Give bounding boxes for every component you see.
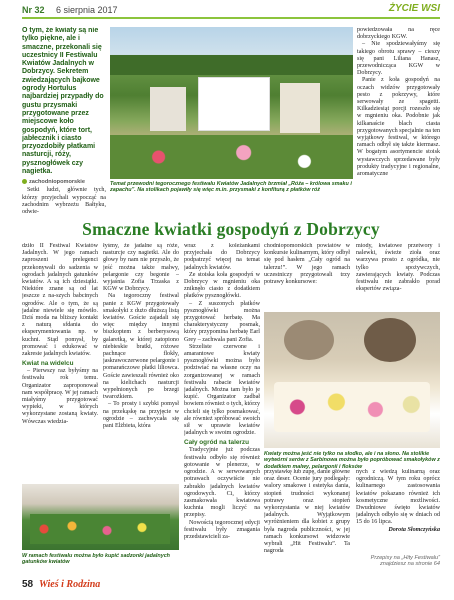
paragraph: miody, kwiatowe przetwory i nalewki, świeże zioła oraz warzywa prosto z ogródka, nie tylko spożywczych, zawierających kwiaty. Podczas festiwalu nie zabrakło porad ekspertów związa- [356,243,440,293]
page-number: 58 [22,579,34,590]
bottom-right-column [356,469,440,549]
paragraph: chodniopomorskich powiatów w konkursie kulinarnym, który odbył się pod hasłem „Cały ogród na talerzu!”. W jego ramach uczestniczy przygotowali trzy potrawy konkursowe: [264,243,350,286]
paragraph: Na tegoroczny festiwal panie z KGW przygotowały smakołyki z dużo dłuższą listą kwiatów. Goście zajadali się więc między innymi biszkoptem z berberysową galaretką, w której zatopiono niebieskie bratki, różowe pachnące flokły, jaskrawoczerwone pelargonie i pomarańczowe płatki liliowca. Goście zawieszali również oko na kielichach nasturcji wypełnionych po brzegi twarożkiem. [103,293,179,401]
seedlings-photo [22,484,179,550]
page-header [0,0,454,20]
bottom-middle-column [264,469,350,579]
intro-column [22,27,106,217]
column-5 [356,243,440,309]
author-name: Dorota Słomczyńska [388,526,440,533]
paragraph: Panie z koła gospodyń na oczach widzów przygotowały pesto z pokrzywy, które serwowały ze spagetti. Kilkadziesiąt porcji rozeszło się w mgnieniu oka. Podobnie jak kilkanaście blach ciasta przygotowanych specjalnie na ten wyjątkowy festiwal, w którego ramach odbył się także kiermasz. W bogatym asortymencie stoisk wystawczych sprzedawane były produkty tradycyjne i regionalne, aromatyczne [357,77,440,178]
paragraph: – To prosty i szybki pomysł na przekąskę na przyjęcie w ogrodzie – zachwycała się pani Elżbieta, która [103,401,179,430]
column-4 [264,243,350,309]
paragraph: Tradycyjnie już podczas festiwalu odbyło się również gotowanie w plenerze, w ogrodzie. A w serwowanych potrawach oczywiście nie zabrakło jadalnych kwiatów ogrodowych. Ci, którzy zasmakowała kwiatowa kuchnia mogli liczyć na przepisy. [184,447,260,519]
bottom-photo-caption: W ramach festiwalu można było kupić sadzonki jadalnych gatunków kwiatów [22,553,170,566]
top-right-column [357,27,440,217]
middle-photo-caption: Kwiaty można jeść nie tylko na słodko, ale i na słono. Na stolikie wytwórni serów z Sarbinowa można było popróbować smakołyków z dodatkiem malwy, pelargonii i floksów [264,451,440,470]
article-lead: O tym, że kwiaty są nie tylko piękne, ale i smaczne, przekonali się uczestnicy II Festiwalu Kwiatów Jadalnych w Dobrzycy. Sekretem zwiedzających bajkowe ogrody Hortulus najbardziej przypadły do gustu przysmaki przygotowane przez miejscowe koło gospodyń, które tort, jabłecznik i ciasto przyozdobiły płatkami nasturcji, róży, pysznogłówek czy nagietka. [22,27,104,176]
column-3 [184,243,260,583]
paragraph: Strzeliste czerwone i amarantowe kwiaty pysznogłówki można było podziwiać na własne oczy na zorganizowanej w ramach festiwalu rabacie kwiatów jadalnych. Można tam było je kupić. Organizator zadbał bowiem również o tych, którzy chcieli się tylko posmakować, ale również spróbować swoich sił w uprawie kwiatów jadalnych w swoim ogrodzie. [184,343,260,437]
paragraph: łyśmy, że jadalne są róże, nasturcje czy nagietki. Ale do głowy by nam nie przyszło, że jeść można także malwy, pelargonie czy begonie – wyjaśnia Zofia Trzaska z KGW w Dobrzycy. [103,243,179,293]
issue-number: Nr 32 [22,5,45,15]
top-photo-caption: Temat przewodni tegorocznego festiwalu Kwiatów Jadalnych brzmiał „Róża – królowa smaku i zapachu”. Na stolikach pojawiły się więc m.in. przysmaki z konfiturą z płatków róż [110,181,352,194]
subheading: Kwiat na widelcu [22,360,74,368]
header-rule [22,17,440,19]
subheading: Cały ogród na talerzu [184,439,249,447]
headline: Smaczne kwiatki gospodyń z Dobrzycy [82,219,380,239]
paragraph: przystawkę lub zupę, danie główne oraz deser. Ocenie jury podlegały: walory smakowe i estetyka dania, stopień trudności wykonanej potrawy oraz stopień wykorzystania w niej kwiatów jadalnych. Wyjątkowym wyróżnieniem dla kobiet z grupy była nagroda publiczności, w jej ramach konkursowi widzowie wybrali „Hit Festiwalu”. Ta nagroda [264,469,350,555]
paragraph: nych z wiedzą kulinarną oraz ogrodniczą. W tym roku oprócz kulinarnego zastosowania kwiatów pokazano również ich kosmetyczne możliwości. Dwudniowe święto kwiatów jadalnych odbyło się w dniach od 15 do 16 lipca. [356,469,440,526]
recipe-note: Przepisy na „Hity Festiwalu” znajdziesz na stronie 64 [370,555,440,567]
magazine-name: Wieś i Rodzina [39,579,101,590]
paragraph: – Pierwszy raz byłyśmy na festiwalu rok temu. Organizator zaproponował nam współpracę. W jej ramach miałyśmy przygotować wypieki, w których wykorzystane zostaną kwiaty. Wówczas wiedzia- [22,368,98,425]
paragraph: wraz z koleżankami przyjechała do Dobrzycy podpatrzyć więcej na temat jadalnych kwiatów. [184,243,260,271]
garden-photo [110,27,353,179]
issue-date: 6 sierpnia 2017 [56,5,118,15]
section-title: ŻYCIE WSI [388,3,440,14]
paragraph: – Z suszonych płatków pysznogłówki można przygotować herbatę. Ma charakterystyczny posmak, który przypomina herbatę Earl Grey – zachwala pani Zofia. [184,300,260,343]
page-footer [22,578,440,592]
paragraph: dziło II Festiwal Kwiatów Jadalnych. W jego ramach zaproszeni prelegenci przekonywali do sadzenia w ogrodach jadalnych gatunków kwiatów. A są ich dziesiątki. Niektóre znane są od lat jeszcze z na-szych babcinych ogrodów. Ale o tym, że są jadalne niewiele się mówiło. Dziś moda na bliższy kontakt z naturą sfdania do eksperymentowania np. w kuchni. Stąd pomysł, by promować i edukować w zakresie jadalnych kwiatów. [22,243,98,358]
pin-icon [22,179,27,184]
paragraph: – Nie spodziewałyśmy się takiego obrotu sprawy – cieszy się pani Liliana Hanasz, przewodnicząca KGW w Dobrzycy. [357,41,440,77]
paragraph: powiedzowała na ręce dobrzyckiego KGW. [357,27,440,41]
intro-text: Setki ludzi, głównie tych, którzy przyjechali wypocząć na zachodnim wybrzeżu Bałtyku, odwie- [22,187,106,215]
paragraph: Ze stoiska koła gospodyń w Dobrzycy w mgnieniu oka zniknęło ciasto z dodatkiem płatków pysznogłówki. [184,271,260,300]
cheese-photo [264,312,440,448]
paragraph: Nowością tegorocznej edycji festiwalu były zmagania przedstawicieli za- [184,519,260,540]
region-credit: zachodniopomorskie [22,179,106,185]
